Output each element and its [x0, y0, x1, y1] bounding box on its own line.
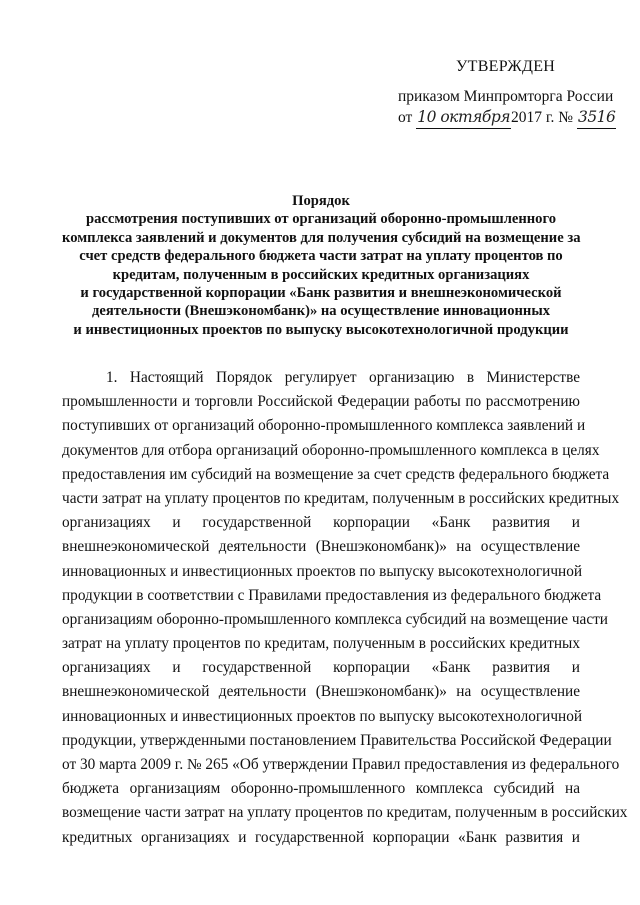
title-line: комплекса заявлений и документов для получения субсидий на возмещение за	[62, 229, 581, 246]
body-line: продукции в соответствии с Правилами предоставления из федерального бюджета	[62, 586, 602, 604]
body-line: возмещение части затрат на уплату процентов по кредитам, полученным в российских	[62, 804, 628, 822]
body-line: части затрат на уплату процентов по кредитам, полученным в российских кредитных	[62, 489, 620, 507]
title-line: деятельности (Внешэкономбанк)» на осуществление инновационных	[91, 303, 551, 320]
title-line: счет средств федерального бюджета части затрат на уплату процентов по	[79, 248, 563, 265]
body-line: предоставления им субсидий на возмещение за счет средств федерального бюджета	[62, 465, 610, 483]
title-line: и инвестиционных проектов по выпуску высокотехнологичной продукции	[73, 321, 569, 338]
title-line: Порядок	[292, 193, 350, 209]
body-line: бюджета организациям оборонно-промышленного комплекса субсидий на	[62, 780, 580, 798]
order-date-line	[398, 107, 616, 129]
body-line: продукции, утвержденными постановлением Правительства Российской Федерации	[62, 731, 612, 749]
title-line: рассмотрения поступивших от организаций оборонно-промышленного	[85, 211, 557, 228]
body-line: кредитных организациях и государственной корпорации «Банк развития и	[62, 828, 580, 846]
body-line: внешнеэкономической деятельности (Внешэкономбанк)» на осуществление	[62, 538, 580, 556]
body-line: инновационных и инвестиционных проектов по выпуску высокотехнологичной	[62, 707, 583, 725]
order-reference: приказом Минпромторга России	[398, 88, 614, 105]
document-body-paragraph	[62, 366, 628, 850]
body-line: 1. Настоящий Порядок регулирует организацию в Министерстве	[106, 369, 580, 386]
body-line: организациям оборонно-промышленного комплекса субсидий на возмещение части	[62, 610, 608, 628]
title-line: кредитам, полученным в российских кредитных организациях	[112, 266, 530, 283]
body-line: от 30 марта 2009 г. № 265 «Об утверждении Правил предоставления из федерального	[62, 756, 620, 773]
body-line: внешнеэкономической деятельности (Внешэкономбанк)» на осуществление	[62, 683, 580, 701]
handwritten-order-number: 3516	[577, 107, 616, 129]
title-line: и государственной корпорации «Банк развития и внешнеэкономической	[80, 285, 562, 302]
handwritten-date: 10 октября	[416, 107, 511, 129]
approved-label: УТВЕРЖДЕН	[456, 58, 556, 75]
body-line: документов для отбора организаций оборонно-промышленного комплекса в целях	[62, 441, 600, 459]
body-line: затрат на уплату процентов по кредитам, полученным в российских кредитных	[62, 635, 580, 653]
date-prefix: от	[398, 109, 413, 126]
document-title	[62, 192, 580, 339]
body-line: организациях и государственной корпорации «Банк развития и	[62, 514, 580, 532]
body-line: организациях и государственной корпорации «Банк развития и	[62, 659, 580, 677]
body-line: поступивших от организаций оборонно-промышленного комплекса заявлений и	[62, 417, 586, 435]
body-line: инновационных и инвестиционных проектов по выпуску высокотехнологичной	[62, 562, 583, 580]
body-line: промышленности и торговли Российской Федерации работы по рассмотрению	[62, 393, 580, 411]
year-and-number-label: 2017 г. №	[511, 109, 574, 126]
